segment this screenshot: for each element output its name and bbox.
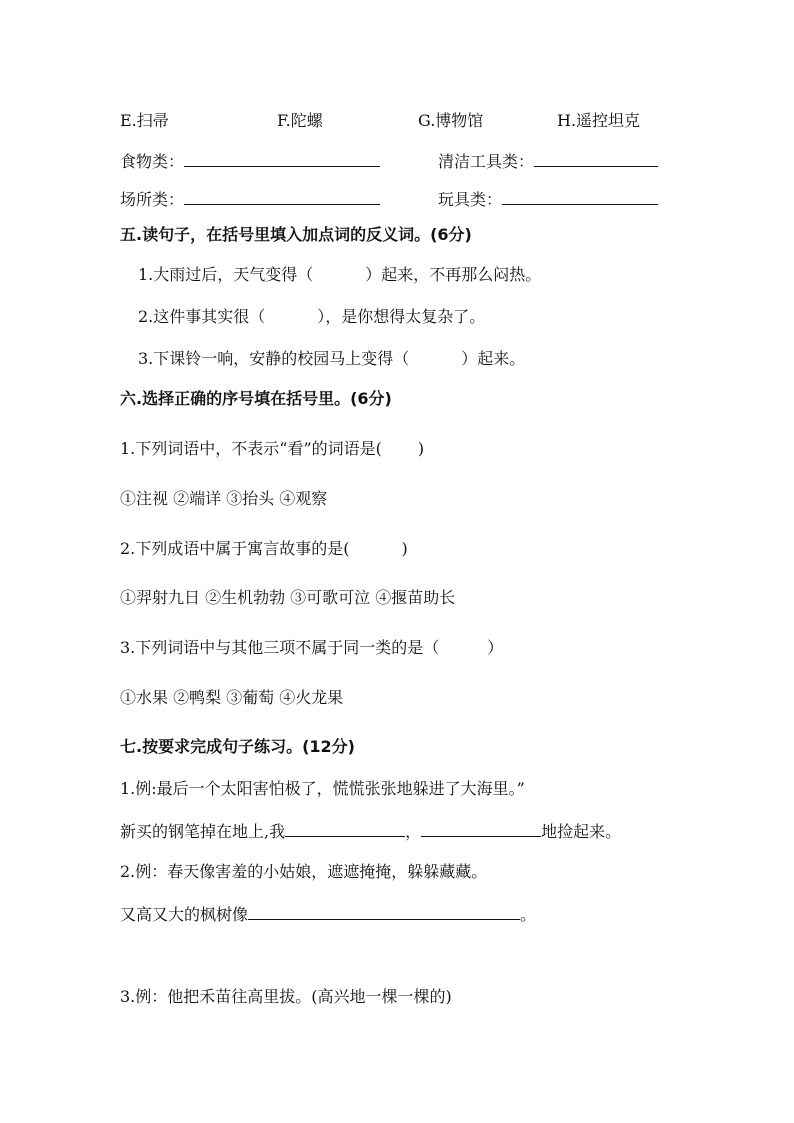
category-cleaning [438,150,658,173]
option-e: E.扫帚 [120,111,169,130]
fill-text-before: 新买的钢笔掉在地上,我 [120,822,286,841]
item-text-before: 3.下课铃一响，安静的校园马上变得（ [138,349,410,368]
question-text: 1.下列词语中，不表示“看”的词语是( [120,439,382,458]
section7-example-2: 2.例：春天像害羞的小姑娘，遮遮掩掩，躲躲藏藏。 [120,862,488,881]
section6-q3 [120,637,503,659]
fill-text-after: 地捡起来。 [541,822,622,841]
question-close: ） [487,638,504,657]
item-text-after: ）起来。 [461,349,526,368]
category-food-label: 食物类： [120,152,185,171]
category-toy [438,188,658,211]
section6-q3-choices: ①水果 ②鸭梨 ③葡萄 ④火龙果 [120,688,344,707]
fill-blank-1[interactable] [285,820,405,837]
section5-item-2 [138,306,485,328]
section7-fill-1 [120,820,621,843]
category-place [120,188,380,211]
category-cleaning-blank[interactable] [534,150,658,167]
section7-title: 七.按要求完成句子练习。(12分) [120,737,355,756]
fill-blank-2[interactable] [421,820,541,837]
option-f: F.陀螺 [277,111,323,130]
item-text-before: 2.这件事其实很（ [138,307,266,326]
section5-item-3 [138,348,525,370]
category-cleaning-label: 清洁工具类： [438,152,535,171]
question-text: 3.下列词语中与其他三项不属于同一类的是（ [120,638,440,657]
section6-title: 六.选择正确的序号填在括号里。(6分) [120,389,392,408]
item-text-after: ），是你想得太复杂了。 [317,307,486,326]
section5-title: 五.读句子，在括号里填入加点词的反义词。(6分) [120,225,472,244]
item-text-before: 1.大雨过后，天气变得（ [138,265,314,284]
section7-example-3: 3.例：他把禾苗往高里拔。(高兴地一棵一棵的) [120,987,452,1006]
question-close: ) [417,439,425,458]
category-food-blank[interactable] [184,150,380,167]
item-text-after: ）起来，不再那么闷热。 [365,265,542,284]
category-place-label: 场所类： [120,190,185,209]
section6-q1 [120,438,424,460]
section7-fill-2 [120,903,536,926]
question-close: ) [401,539,408,558]
section6-q2-choices: ①羿射九日 ②生机勃勃 ③可歌可泣 ④揠苗助长 [120,588,456,607]
fill-text-mid: ， [405,822,422,841]
section6-q2 [120,538,408,560]
fill-blank[interactable] [248,903,520,920]
option-h: H.遥控坦克 [557,111,641,130]
fill-text-after: 。 [520,905,537,924]
question-text: 2.下列成语中属于寓言故事的是( [120,539,350,558]
option-g: G.博物馆 [418,111,484,130]
section7-example-1: 1.例:最后一个太阳害怕极了，慌慌张张地躲进了大海里。” [120,779,525,798]
section6-q1-choices: ①注视 ②端详 ③抬头 ④观察 [120,489,328,508]
section5-item-1 [138,264,541,286]
category-toy-blank[interactable] [502,188,658,205]
category-toy-label: 玩具类： [438,190,503,209]
category-place-blank[interactable] [184,188,380,205]
fill-text-before: 又高又大的枫树像 [120,905,249,924]
category-food [120,150,380,173]
